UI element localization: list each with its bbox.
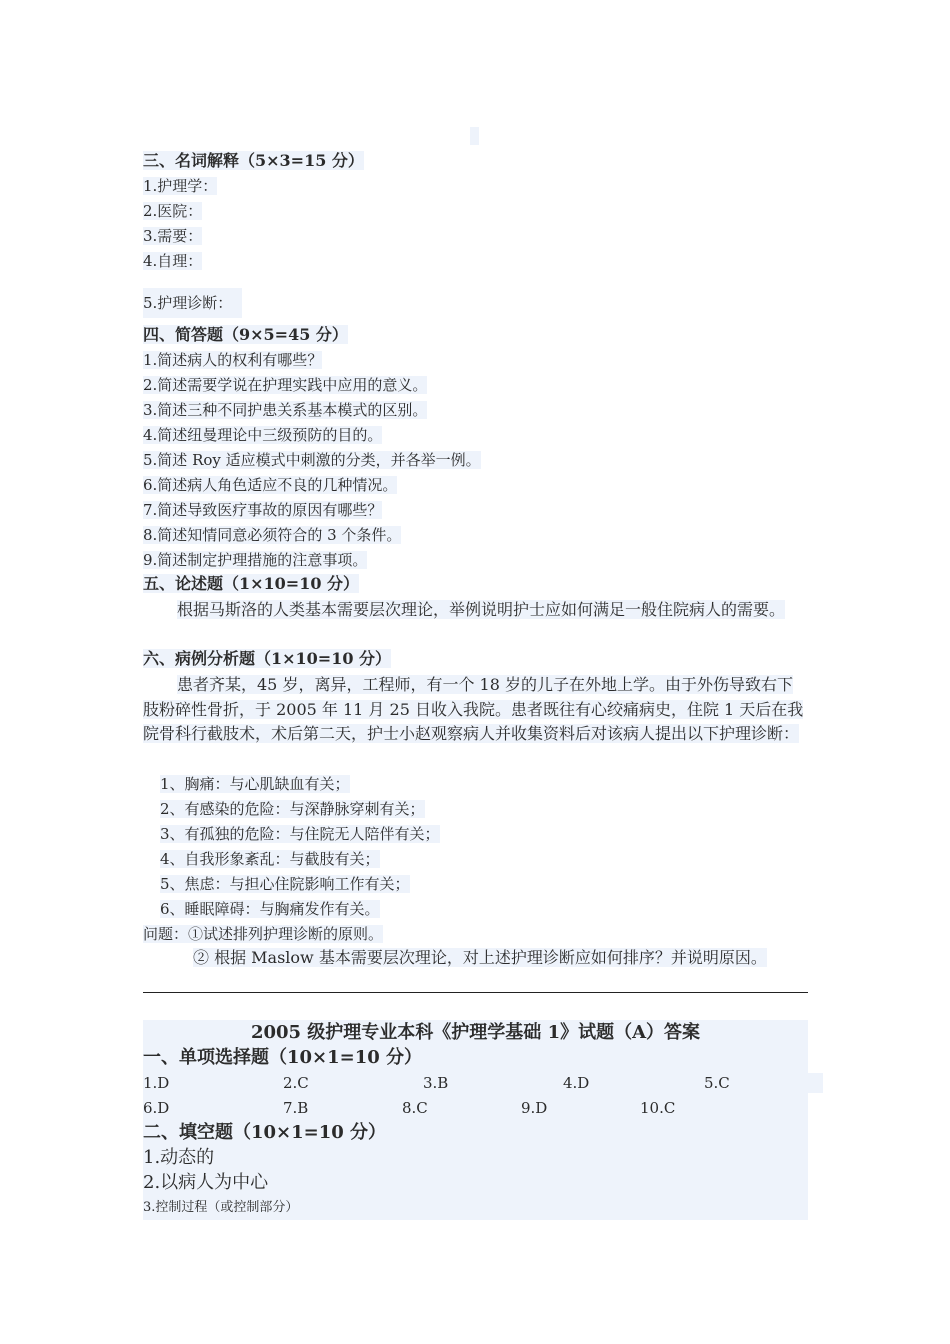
diagnosis-item: 4、自我形象紊乱：与截肢有关； (160, 850, 380, 868)
case-question-2: ② 根据 Maslow 基本需要层次理论，对上述护理诊断应如何排序？并说明原因。 (193, 948, 767, 967)
question-item: 5.简述 Roy 适应模式中刺激的分类，并各举一例。 (143, 451, 481, 469)
mc-answer: 2.C (283, 1074, 309, 1092)
mc-answer: 4.D (563, 1074, 590, 1092)
question-item: 7.简述导致医疗事故的原因有哪些？ (143, 501, 383, 519)
question-item: 4.简述纽曼理论中三级预防的目的。 (143, 426, 383, 444)
mc-answer: 7.B (283, 1099, 309, 1117)
fill-answer: 2.以病人为中心 (143, 1172, 269, 1193)
diagnosis-item: 5、焦虑：与担心住院影响工作有关； (160, 875, 410, 893)
question-item: 1.简述病人的权利有哪些？ (143, 351, 323, 369)
mc-heading: 一、单项选择题（10×1=10 分） (143, 1047, 423, 1068)
question-item: 2.简述需要学说在护理实践中应用的意义。 (143, 376, 428, 394)
section5-heading: 五、论述题（1×10=10 分） (143, 574, 360, 593)
term-item: 2.医院： (143, 202, 203, 220)
term-item: 3.需要： (143, 227, 203, 245)
diagnosis-item: 3、有孤独的危险：与住院无人陪伴有关； (160, 825, 440, 843)
fill-answer: 3.控制过程（或控制部分） (143, 1200, 299, 1215)
section-divider (143, 992, 808, 993)
mc-answer: 6.D (143, 1099, 170, 1117)
mc-answer: 5.C (704, 1074, 730, 1092)
text-marker (470, 127, 479, 145)
essay-question: 根据马斯洛的人类基本需要层次理论，举例说明护士应如何满足一般住院病人的需要。 (177, 600, 786, 619)
term-item: 5.护理诊断： (143, 293, 242, 313)
answer-title: 2005 级护理专业本科《护理学基础 1》试题（A）答案 (250, 1022, 701, 1043)
diagnosis-item: 1、胸痛：与心肌缺血有关； (160, 775, 350, 793)
mc-answer: 1.D (143, 1074, 170, 1092)
mc-answer: 10.C (640, 1099, 676, 1117)
section3-heading: 三、名词解释（5×3=15 分） (143, 151, 364, 170)
mc-answer: 8.C (402, 1099, 428, 1117)
mc-answer: 3.B (423, 1074, 449, 1092)
case-description: 患者齐某，45 岁，离异，工程师，有一个 18 岁的儿子在外地上学。由于外伤导致右下肢粉碎性骨折，于 2005 年 11 月 25 日收入我院。患者既往有心绞痛病史，住院 1 天后在我院骨科行截肢术，术后第二天，护士小赵观察病人并收集资料后对该病人提出以下护理诊断： (143, 675, 804, 743)
term-item: 4.自理： (143, 252, 203, 270)
question-item: 6.简述病人角色适应不良的几种情况。 (143, 476, 398, 494)
question-item: 9.简述制定护理措施的注意事项。 (143, 551, 368, 569)
diagnosis-item: 2、有感染的危险：与深静脉穿刺有关； (160, 800, 425, 818)
question-item: 8.简述知情同意必须符合的 3 个条件。 (143, 526, 402, 544)
question-item: 3.简述三种不同护患关系基本模式的区别。 (143, 401, 428, 419)
term-item: 1.护理学： (143, 177, 218, 195)
section6-heading: 六、病例分析题（1×10=10 分） (143, 649, 392, 668)
fill-answer: 1.动态的 (143, 1147, 215, 1168)
mc-answer: 9.D (521, 1099, 548, 1117)
mc-answer-row (143, 1073, 823, 1093)
diagnosis-item: 6、睡眠障碍：与胸痛发作有关。 (160, 900, 380, 918)
mc-answer-row (143, 1098, 808, 1118)
section4-heading: 四、简答题（9×5=45 分） (143, 325, 348, 344)
fill-heading: 二、填空题（10×1=10 分） (143, 1122, 387, 1143)
case-question-1: 问题：①试述排列护理诊断的原则。 (143, 925, 384, 943)
